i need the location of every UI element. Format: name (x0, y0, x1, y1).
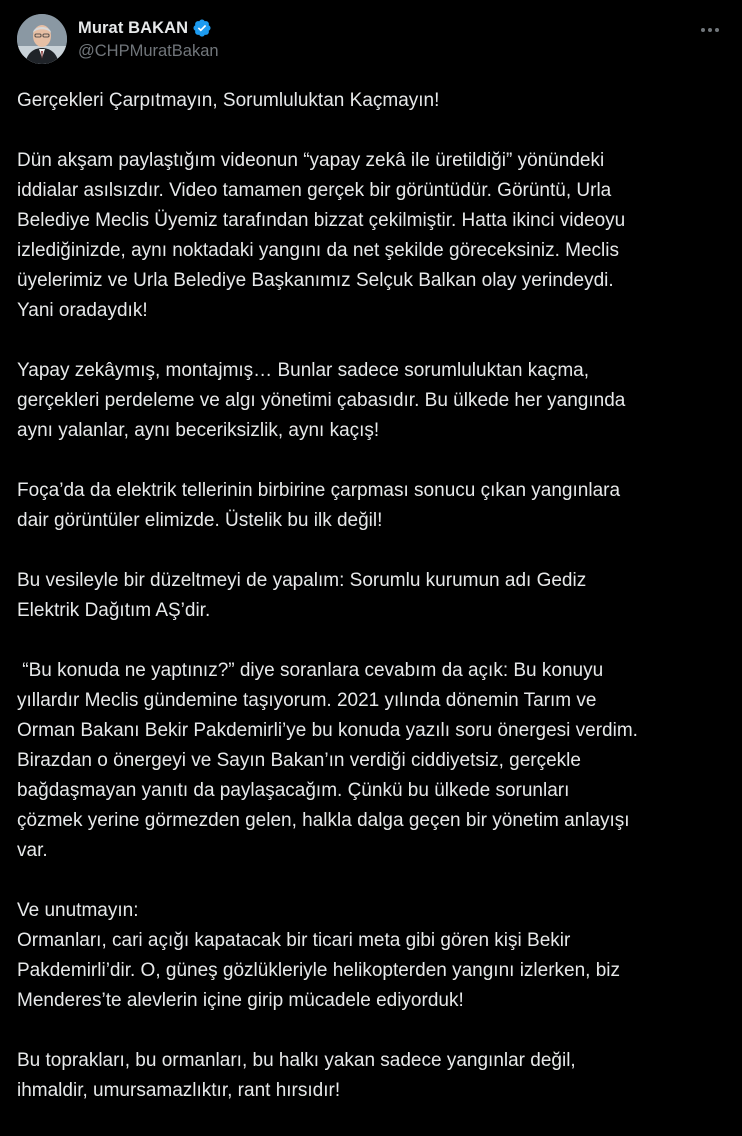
tweet-text-line: Elektrik Dağıtım AŞ’dir. (17, 600, 211, 621)
tweet-text-line: Yapay zekâymış, montajmış… Bunlar sadece sorumluluktan kaçma, (17, 360, 589, 381)
more-horizontal-icon (715, 28, 719, 32)
tweet-text-line: yıllardır Meclis gündemine taşıyorum. 2021 yılında dönemin Tarım ve (17, 690, 597, 711)
tweet-text-line: dair görüntüler elimizde. Üstelik bu ilk değil! (17, 510, 383, 531)
tweet-text-line: “Bu konuda ne yaptınız?” diye soranlara cevabım da açık: Bu konuyu (17, 660, 604, 681)
tweet-text-line: iddialar asılsızdır. Video tamamen gerçek bir görüntüdür. Görüntü, Urla (17, 180, 612, 201)
tweet-text-line: Birazdan o önergeyi ve Sayın Bakan’ın verdiği ciddiyetsiz, gerçekle (17, 750, 581, 771)
tweet-text-line: Bu toprakları, bu ormanları, bu halkı yakan sadece yangınlar değil, (17, 1050, 576, 1071)
more-options-button[interactable] (695, 18, 725, 42)
tweet-text-line: Ormanları, cari açığı kapatacak bir ticari meta gibi gören kişi Bekir (17, 930, 571, 951)
tweet-text-line: Dün akşam paylaştığım videonun “yapay zekâ ile üretildiği” yönündeki (17, 150, 605, 171)
display-name[interactable]: Murat BAKAN (78, 18, 189, 37)
tweet-text-line: var. (17, 840, 48, 861)
user-handle[interactable]: @CHPMuratBakan (78, 42, 219, 60)
tweet-paragraph (17, 656, 729, 866)
tweet-text-line: Yani oradaydık! (17, 300, 148, 321)
tweet-text-line: Menderes’te alevlerin içine girip mücadele ediyorduk! (17, 990, 464, 1011)
display-name-row (78, 17, 219, 39)
tweet-text-line: Orman Bakanı Bekir Pakdemirli’ye bu konuda yazılı soru önergesi verdim. (17, 720, 638, 741)
tweet-text-line: Gerçekleri Çarpıtmayın, Sorumluluktan Kaçmayın! (17, 90, 440, 111)
tweet-text-line: izlediğinizde, aynı noktadaki yangını da net şekilde göreceksiniz. Meclis (17, 240, 619, 261)
tweet-text-line: Foça’da da elektrik tellerinin birbirine çarpması sonucu çıkan yangınlara (17, 480, 621, 501)
tweet-text-line: Bu vesileyle bir düzeltmeyi de yapalım: Sorumlu kurumun adı Gediz (17, 570, 587, 591)
verified-badge-icon[interactable] (192, 18, 212, 38)
more-horizontal-icon (708, 28, 712, 32)
avatar-image (17, 14, 67, 64)
tweet-text-line: Ve unutmayın: (17, 900, 139, 921)
tweet-header (17, 14, 725, 68)
tweet-paragraph (17, 1046, 729, 1106)
more-horizontal-icon (701, 28, 705, 32)
tweet-text-line: aynı yalanlar, aynı beceriksizlik, aynı kaçış! (17, 420, 380, 441)
tweet-text-line: Belediye Meclis Üyemiz tarafından bizzat çekilmiştir. Hatta ikinci videoyu (17, 210, 626, 231)
tweet-paragraph (17, 896, 729, 1016)
tweet-text-line: bağdaşmayan yanıtı da paylaşacağım. Çünkü bu ülkede sorunları (17, 780, 570, 801)
tweet-text (17, 86, 729, 1136)
tweet-text-line: Pakdemirli’dir. O, güneş gözlükleriyle helikopterden yangını izlerken, biz (17, 960, 621, 981)
tweet-paragraph (17, 356, 729, 446)
tweet-paragraph (17, 476, 729, 536)
tweet-text-line: çözmek yerine görmezden gelen, halkla dalga geçen bir yönetim anlayışı (17, 810, 630, 831)
avatar[interactable] (17, 14, 67, 64)
tweet-text-line: gerçekleri perdeleme ve algı yönetimi çabasıdır. Bu ülkede her yangında (17, 390, 626, 411)
tweet-paragraph (17, 86, 729, 116)
tweet-text-line: üyelerimiz ve Urla Belediye Başkanımız Selçuk Balkan olay yerindeydi. (17, 270, 614, 291)
tweet-paragraph (17, 146, 729, 326)
tweet-paragraph (17, 566, 729, 626)
tweet-text-line: ihmaldir, umursamazlıktır, rant hırsıdır! (17, 1080, 341, 1101)
user-info (78, 17, 219, 61)
